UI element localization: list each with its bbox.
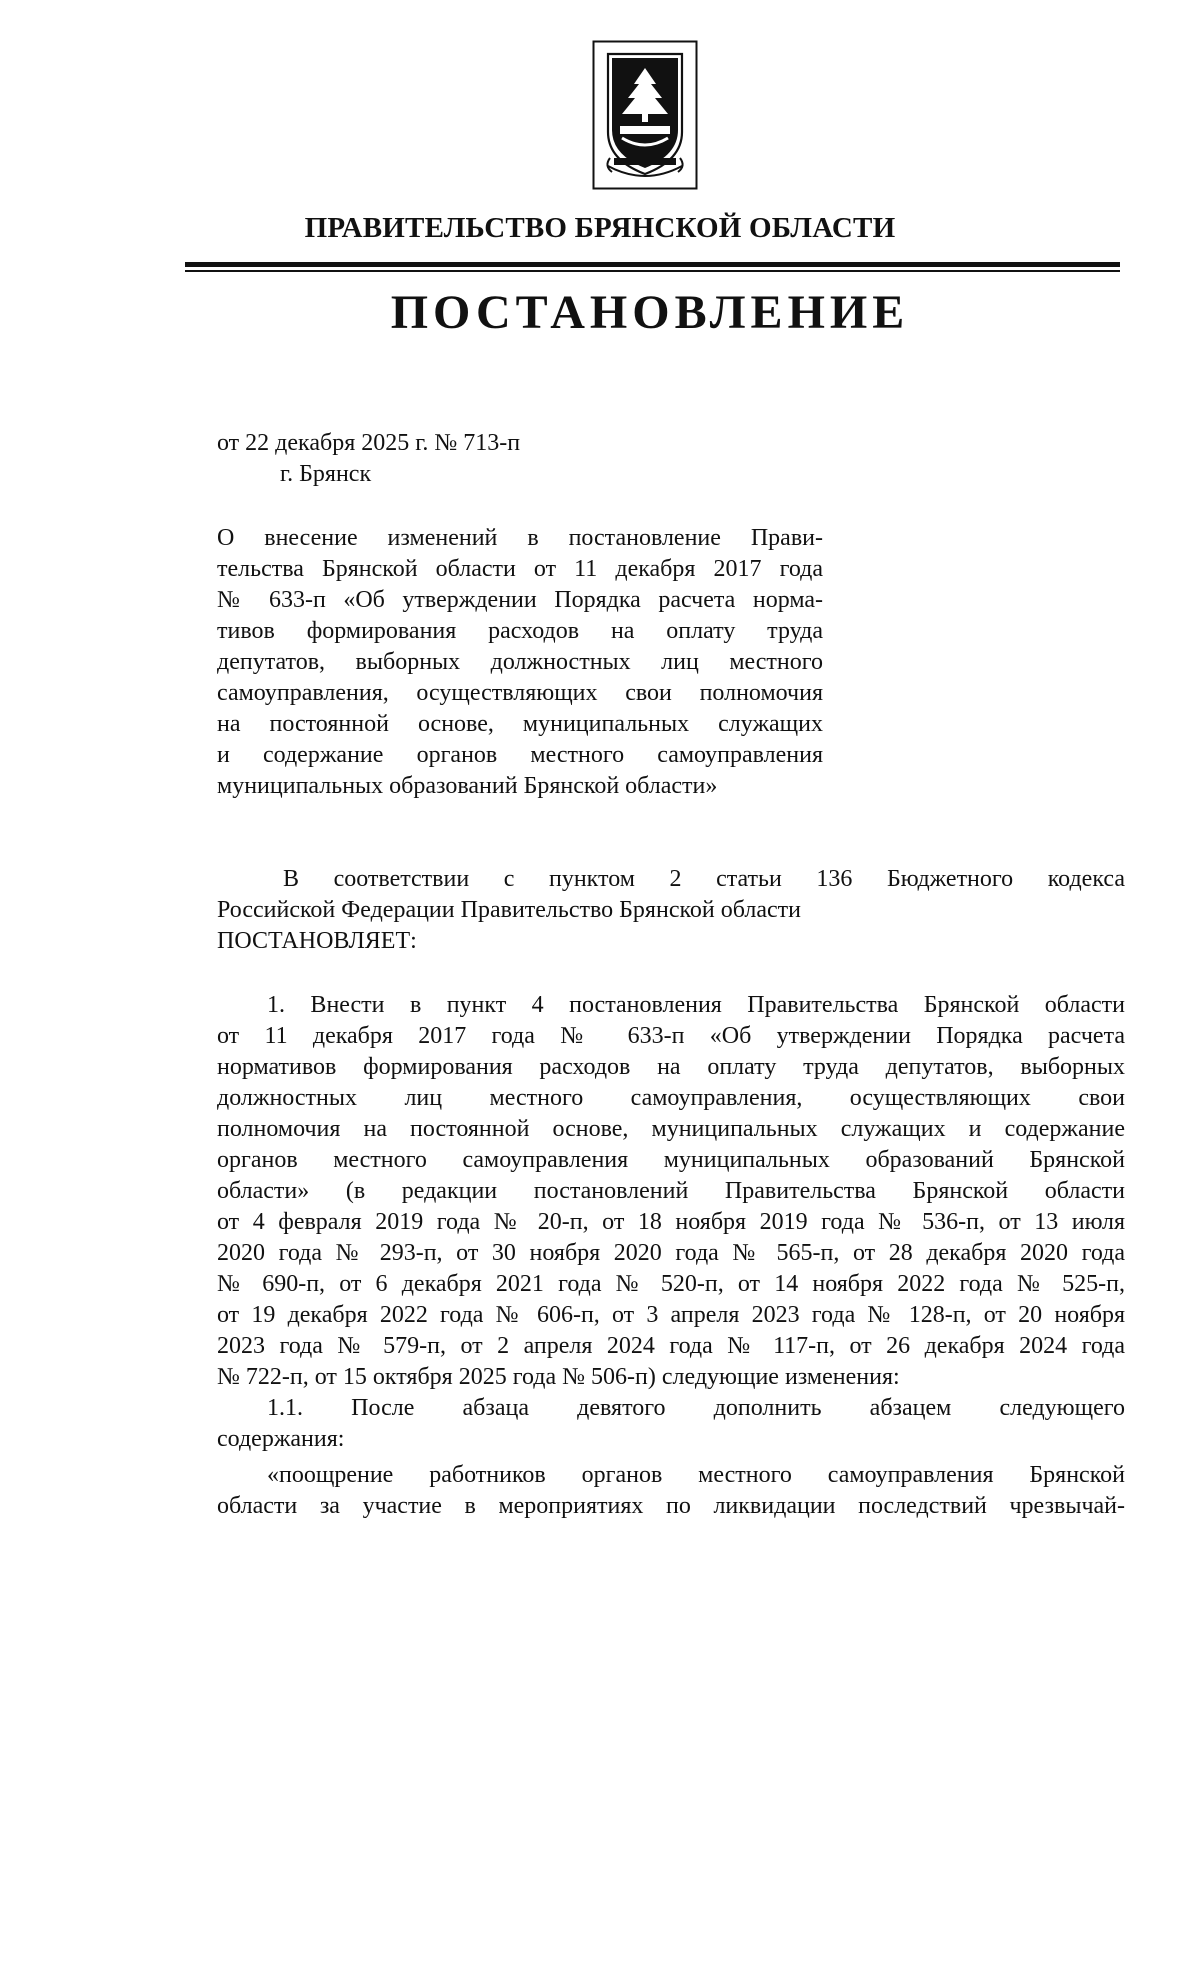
subject-line: тельства Брянской области от 11 декабря 2017 года [217,556,823,582]
preamble-line: ПОСТАНОВЛЯЕТ: [217,928,417,954]
item-1-line: от 4 февраля 2019 года № 20-п, от 18 ноября 2019 года № 536-п, от 13 июля [217,1209,1125,1235]
subject-line: на постоянной основе, муниципальных служащих [217,711,823,737]
item-1-line: полномочия на постоянной основе, муниципальных служащих и содержание [217,1116,1125,1142]
item-1-line: 2020 года № 293-п, от 30 ноября 2020 года № 565-п, от 28 декабря 2020 года [217,1240,1125,1266]
item-1-line: нормативов формирования расходов на оплату труда депутатов, выборных [217,1054,1125,1080]
item-1-line: области» (в редакции постановлений Правительства Брянской области [217,1178,1125,1204]
document-date-number: от 22 декабря 2025 г. № 713-п [217,430,521,456]
document-subject [217,523,823,802]
document-city: г. Брянск [280,461,372,487]
subject-line: самоуправления, осуществляющих свои полномочия [217,680,823,706]
subject-line: и содержание органов местного самоуправления [217,742,823,768]
item-1-1-line: 1.1. После абзаца девятого дополнить абзацем следующего [267,1395,1125,1421]
preamble-line: Российской Федерации Правительство Брянской области [217,897,801,923]
government-title: ПРАВИТЕЛЬСТВО БРЯНСКОЙ ОБЛАСТИ [304,212,896,244]
item-1 [217,990,1125,1455]
subject-line: № 633-п «Об утверждении Порядка расчета норма- [217,587,823,613]
quote-line: области за участие в мероприятиях по ликвидации последствий чрезвычай- [217,1493,1125,1519]
item-1-line: 1. Внести в пункт 4 постановления Правительства Брянской области [267,992,1125,1018]
header-rule-thin [185,270,1120,272]
subject-line: муниципальных образований Брянской области» [217,773,718,799]
preamble-line: В соответствии с пунктом 2 статьи 136 Бюджетного кодекса [283,866,1125,892]
item-1-line: от 19 декабря 2022 года № 606-п, от 3 апреля 2023 года № 128-п, от 20 ноября [217,1302,1125,1328]
item-1-1-line: содержания: [217,1426,345,1452]
document-type-title: ПОСТАНОВЛЕНИЕ [390,286,910,339]
item-1-line: от 11 декабря 2017 года № 633-п «Об утверждении Порядка расчета [217,1023,1125,1049]
preamble [217,864,1125,957]
item-1-line: № 722-п, от 15 октября 2025 года № 506-п) следующие изменения: [217,1364,900,1390]
item-1-line: должностных лиц местного самоуправления, осуществляющих свои [217,1085,1125,1111]
quote-line: «поощрение работников органов местного самоуправления Брянской [267,1462,1125,1488]
item-1-line: № 690-п, от 6 декабря 2021 года № 520-п, от 14 ноября 2022 года № 525-п, [217,1271,1125,1297]
subject-line: тивов формирования расходов на оплату труда [217,618,823,644]
bryansk-coat-of-arms-icon [592,40,698,190]
subject-line: О внесение изменений в постановление Прави- [217,525,823,551]
subject-line: депутатов, выборных должностных лиц местного [217,649,823,675]
header-rule-thick [185,262,1120,267]
item-1-line: 2023 года № 579-п, от 2 апреля 2024 года № 117-п, от 26 декабря 2024 года [217,1333,1125,1359]
quoted-paragraph [217,1460,1125,1522]
item-1-line: органов местного самоуправления муниципальных образований Брянской [217,1147,1125,1173]
